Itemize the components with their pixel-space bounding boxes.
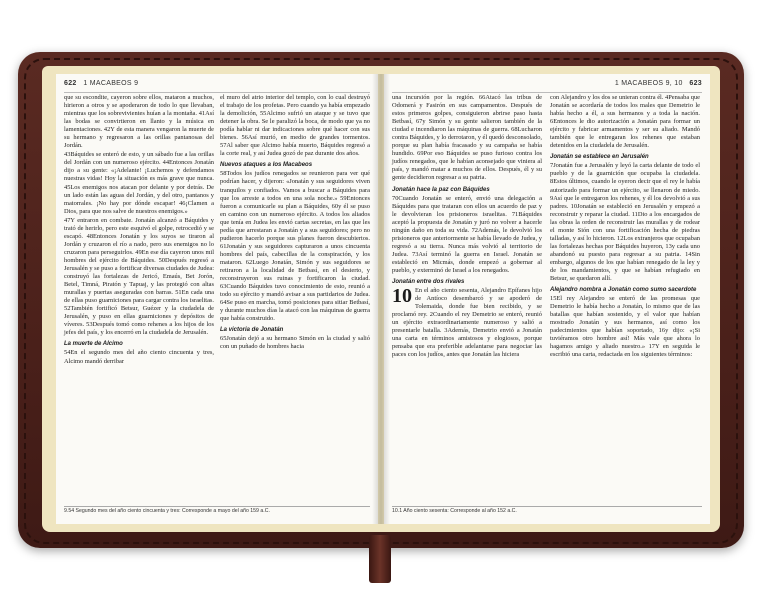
- section-heading: Jonatán hace la paz con Báquides: [392, 186, 490, 193]
- section-heading: Jonatán se establece en Jerusalén: [550, 154, 649, 161]
- section-heading: Jonatán entre dos rivales: [392, 279, 465, 286]
- paragraph: 7Jonatán fue a Jerusalén y leyó la carta delante de todo el pueblo y de la guarnición que ocupaba la ciudadela. 8Estos últimos, cuando le oyeron decir que el rey le había autorizado para formar un ejército, se llenaron de miedo. 9Así que le entregaron los rehenes, y él los devolvió a sus padres. 10Jonatán se estableció en Jerusalén y empezó a reconstruir y reparar la ciudad. 11Dio a los encargados de las obras la orden de reconstruir las murallas y de rodear el monte Sión con una fortificación hecha de piedras talladas, y así lo hicieron. 12Los extranjeros que ocupaban las fortalezas hechas por Báquides huyeron, 13y cada uno abandonó su puesto para regresar a su patria. 14Sin embargo, algunos de los que habían renegado de la ley y de los mandamientos, y que se habían refugiado en Betsur, se quedaron allí.: [550, 162, 700, 283]
- column-2: [550, 94, 700, 361]
- paragraph: 15El rey Alejandro se enteró de las promesas que Demetrio le había hecho a Jonatán, lo mismo que de las batallas que habían sostenido, y el valor que habían mostrado Jonatán y sus hermanos, así como los padecimientos que habían soportado, 16y dijo: «¡Si tuviéramos otro hombre así! Más vale que ahora lo hagamos amigo y aliado nuestro.» 17Y en seguida le escribió una carta, redactada en los siguientes términos:: [550, 295, 700, 359]
- chapter-number: 10: [392, 285, 412, 308]
- right-page: [384, 74, 710, 524]
- paragraph: 58Todos los judíos renegados se reunieron para ver qué podrían hacer, y dijeron: «Jonatán y sus seguidores viven tranquilos y confiados. Vamos a buscar a Báquides para que los arreste a todos en una sola noche.» 59Entonces fueron a comunicarle su plan a Báquides, 60y él se puso en camino con un numeroso ejército. A todos los aliados que tenía en Judea les envió cartas secretas, en las que les pedía que arrestaran a Jonatán y a sus seguidores; pero no pudieron hacerlo porque sus planes fueron descubiertos. 61Jonatán y sus seguidores capturaron a unos cincuenta hombres del país, cabecillas de la conspiración, y los mataron. 62Luego Jonatán, Simón y sus seguidores se retiraron a la localidad de Betbasí, en el desierto, y reconstruyeron sus ruinas y fortificaron la ciudad. 63Cuando Báquides tuvo conocimiento de esto, reunió a todo su ejército y mandó avisar a sus partidarios de Judea. 64Se puso en marcha, tomó posiciones para sitiar Betbasí, y durante muchos días la atacó con las máquinas de guerra que había construido.: [220, 170, 370, 323]
- book-chapter: 1 MACABEOS 9, 10: [614, 80, 683, 87]
- section-heading: Nuevos ataques a los Macabeos: [220, 162, 313, 169]
- paragraph: una incursión por la región. 66Atacó las tribus de Odomerá y Fasirón en sus campamentos. Después de estos primeros golpes, consiguieron abrirse paso hasta Betbasí, 67y Simón y su gente salieron también de la ciudad e incendiaron las máquinas de guerra. 68Lucharon contra Báquides, y lo derrotaron, y él quedó desconsolado, porque su plan había fracasado y su campaña se había hundido. 69Por eso Báquides se puso furioso contra los judíos renegados, que le habían aconsejado que viniera al país, y mandó matar a muchos de ellos. Después, él y su gente decidieron regresar a su patria.: [392, 94, 542, 182]
- paragraph: 47Y entraron en combate. Jonatán alcanzó a Báquides y trató de herirlo, pero este esquivó el golpe, retrocedió y se escapó. 48Entonces Jonatán y los suyos se tiraron al Jordán y cruzaron el río a nado, pero sus enemigos no lo cruzaron para perseguirlos. 49En ese día cayeron unos mil hombres del ejército de Báquides. 50Después regresó a Jerusalén y se puso a fortificar diversas ciudades de Judea: construyó las fortalezas de Jericó, Emaús, Bet Jorón, Betel, Timná, Piratón y Tapuaj, y las protegió con altas murallas y puertas aseguradas con barras. 51En cada una de ellas puso guarniciones para cargar contra los israelitas. 52También fortificó Betsur, Guézer y la ciudadela de Jerusalén, y puso en ellas guarniciones y depósitos de víveres. 53Después tomó como rehenes a los hijos de los jefes del país, y los encerró en la ciudadela de Jerusalén.: [64, 216, 214, 337]
- paragraph: [392, 287, 542, 359]
- section-heading: La muerte de Alcimo: [64, 341, 123, 348]
- header-rule: [64, 92, 370, 93]
- running-head-right: [615, 80, 702, 87]
- running-head-left: [64, 80, 138, 87]
- column-1: [392, 94, 542, 361]
- zipper-pull: [369, 535, 391, 583]
- book-chapter: 1 MACABEOS 9: [83, 80, 139, 87]
- paragraph: 54En el segundo mes del año ciento cincuenta y tres, Alcimo mandó derribar: [64, 349, 214, 365]
- section-heading: Alejandro nombra a Jonatán como sumo sacerdote: [550, 287, 697, 294]
- paragraph: con Alejandro y los dos se unieran contra él. 4Pensaba que Jonatán se acordaría de todos los males que Demetrio le había hecho a él, a sus hermanos y a toda la nación. 6Entonces le dio autorización a Jonatán para formar un ejército y fabricar armamentos y ser su aliado. Mandó también que le entregaran los rehenes que estaban detenidos en la ciudadela de Jerusalén.: [550, 94, 700, 150]
- paragraph: que su escondite, cayeron sobre ellos, mataron a muchos, hirieron a otros y se apoderaron de todo lo que llevaban, mientras que los sobrevivientes huían a la montaña. 41Así las bodas se convirtieron en llanto y la música en lamentaciones. 42Y de esta manera vengaron la muerte de su hermano y regresaron a las orillas pantanosas del Jordán.: [64, 94, 214, 150]
- header-rule: [392, 92, 702, 93]
- book-gutter: [372, 74, 390, 524]
- page-number: 622: [64, 80, 77, 87]
- column-1: [64, 94, 214, 367]
- page-number: 623: [689, 80, 702, 87]
- column-2: [220, 94, 370, 352]
- paragraph: 43Báquides se enteró de esto, y un sábado fue a las orillas del Jordán con un numeroso ejército. 44Entonces Jonatán dijo a su gente: «¡Adelante! ¡Luchemos y defendamos nuestras vidas! Hoy la situación es más grave que nunca. 45Los enemigos nos atacan por delante y por detrás. De un lado están las aguas del Jordán, y del otro, pantanos y matorrales. ¡No hay por dónde escapar! 46¡Clamen a Dios, para que nos salve de nuestros enemigos.»: [64, 151, 214, 215]
- left-page: [56, 74, 378, 524]
- paragraph: 65Jonatán dejó a su hermano Simón en la ciudad y salió con un puñado de hombres hacia: [220, 335, 370, 351]
- footnote: 10.1 Año ciento sesenta: Corresponde al año 152 a.C.: [392, 506, 702, 514]
- chapter-text: En el año ciento sesenta, Alejandro Epífanes hijo de Antíoco desembarcó y se apoderó de Tolemaida, donde fue bien recibido, y se proclamó rey. 2Cuando el rey Demetrio se enteró, reunió un ejército extraordinariamente numeroso y salió a presentarle batalla. 3Además, Demetrio envió a Jonatán una carta en términos amistosos y elogiosos, porque pensaba que era preferible adelantarse para negociar las paces con los judíos, antes que Jonatán las hiciera: [392, 287, 542, 359]
- paragraph: el muro del atrio interior del templo, con lo cual destruyó el trabajo de los profetas. Pero cuando ya había empezado la demolición, 55Alcimo sufrió un ataque y se tuvo que detener la obra. Se le paralizó la boca, de modo que ya no podía hablar ni dar indicaciones sobre qué hacer con sus bienes. 56Así murió, en medio de grandes tormentos. 57Al saber que Alcimo había muerto, Báquides regresó a la corte real, y así Judea gozó de paz durante dos años.: [220, 94, 370, 158]
- paragraph: 70Cuando Jonatán se enteró, envió una delegación a Báquides para que trataran con ellos un acuerdo de paz y le devolvieran los prisioneros israelitas. 71Báquides aceptó la propuesta de Jonatán y juró no volver a hacerle ningún daño en toda su vida. 72Además, le devolvió los prisioneros que anteriormente se había llevado de Judea, y regresó a su tierra. Nunca más volvió al territorio de Judea. 73Así terminó la guerra en Israel. Jonatán se estableció en Micmás, donde empezó a gobernar al pueblo, y exterminó de Israel a los renegados.: [392, 194, 542, 274]
- footnote: 9.54 Segundo mes del año ciento cincuenta y tres: Corresponde a mayo del año 159 a.C.: [64, 506, 370, 514]
- section-heading: La victoria de Jonatán: [220, 327, 284, 334]
